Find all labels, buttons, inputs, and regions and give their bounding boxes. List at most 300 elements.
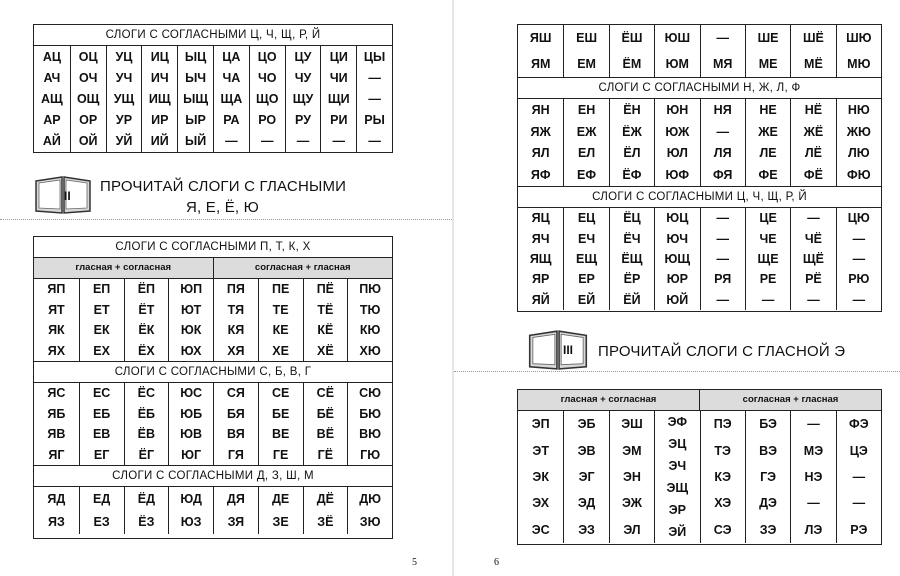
syllable-cell: ЯН — [531, 102, 550, 117]
syllable-cell: БЁ — [316, 406, 335, 421]
syllable-cell: ЁЩ — [621, 251, 643, 266]
syllable-column — [124, 383, 169, 465]
syllable-cell: ЯЗ — [47, 515, 65, 530]
syllable-column — [213, 279, 258, 361]
table-vowels-ya-e-yo-yu — [33, 236, 393, 539]
syllable-column — [249, 46, 285, 152]
syllable-column — [654, 99, 699, 186]
syllable-column — [168, 279, 213, 361]
syllable-cell: ЮС — [180, 386, 202, 401]
section-badge: II — [64, 189, 71, 203]
syllable-column — [303, 279, 348, 361]
syllable-cell: КЭ — [714, 469, 732, 484]
syllable-column — [745, 411, 790, 543]
syllable-cell: ЕШ — [576, 31, 598, 45]
syllable-cell: ЭН — [622, 469, 641, 484]
syllable-cell: ЧИ — [329, 70, 348, 85]
syllable-cell: ИЙ — [150, 134, 169, 149]
syllable-cell: ЫЙ — [184, 134, 207, 149]
syllable-column — [141, 46, 177, 152]
syllable-cell: ВЮ — [359, 427, 382, 442]
subheader-vowel-consonant: гласная + согласная — [560, 394, 657, 405]
syllable-column — [258, 487, 303, 534]
syllable-cell: ОР — [79, 113, 98, 128]
syllable-column — [347, 279, 392, 361]
syllable-cell: ЕК — [93, 323, 110, 338]
syllable-column — [836, 25, 881, 77]
block-header: СЛОГИ С СОГЛАСНЫМИ Н, Ж, Л, Ф — [518, 77, 881, 99]
syllable-cell: ШЮ — [846, 31, 872, 45]
subheader-consonant-vowel: согласная + гласная — [699, 390, 881, 410]
syllable-cell: ЯД — [47, 491, 66, 506]
syllable-cell: ЭЛ — [623, 522, 641, 537]
page-number: 5 — [412, 557, 417, 568]
syllable-cell: — — [368, 134, 381, 149]
syllable-cell: ЯЩ — [529, 251, 552, 266]
syllable-cell: ЛЁ — [804, 146, 822, 161]
syllable-cell: ЩА — [220, 91, 243, 106]
syllable-cell: УР — [115, 113, 133, 128]
syllable-cell: ЯТ — [48, 302, 65, 317]
syllable-cell: — — [807, 292, 820, 307]
syllable-cell: ЯВ — [47, 427, 66, 442]
syllable-cell: ИЦ — [150, 49, 169, 64]
syllable-cell: ЦИ — [329, 49, 348, 64]
syllable-column — [34, 46, 70, 152]
syllable-cell: ЕР — [578, 272, 595, 287]
syllable-cell: ЯГ — [48, 447, 65, 462]
syllable-cell: РУ — [295, 113, 311, 128]
syllable-column — [124, 279, 169, 361]
syllable-cell: ОЙ — [78, 134, 98, 149]
syllable-cell: ЁК — [138, 323, 155, 338]
subheader-consonant-vowel: согласная + гласная — [213, 258, 393, 278]
syllable-cell: ЦО — [257, 49, 277, 64]
syllable-cell: ЭК — [532, 469, 549, 484]
syllable-cell: ЁЖ — [622, 124, 642, 139]
syllable-column — [609, 411, 654, 543]
syllable-cell: ШЕ — [757, 31, 779, 45]
syllable-cell: СЮ — [359, 386, 382, 401]
syllable-cell: ЁШ — [621, 31, 643, 45]
syllable-cell: ХЯ — [227, 343, 245, 358]
syllable-cell: ЁХ — [138, 343, 155, 358]
syllable-cell: ЯЦ — [531, 211, 550, 226]
syllable-cell: СЁ — [316, 386, 335, 401]
syllable-cell: ЭЦ — [668, 437, 687, 451]
syllable-cell: ЕМ — [577, 57, 596, 71]
syllable-cell: ФЯ — [713, 168, 733, 183]
syllable-cell: ЯР — [532, 272, 550, 287]
syllable-cell: ЭБ — [577, 417, 596, 432]
section-title: ПРОЧИТАЙ СЛОГИ С ГЛАСНОЙ Э — [598, 343, 846, 360]
syllable-cell: НЯ — [713, 102, 732, 117]
syllable-cell: ЕЦ — [577, 211, 596, 226]
syllable-cell: ЮД — [180, 491, 202, 506]
syllable-cell: ВЯ — [227, 427, 245, 442]
syllable-cell: МЯ — [712, 57, 733, 71]
syllable-cell: ЯБ — [47, 406, 66, 421]
syllable-cell: — — [852, 496, 866, 511]
syllable-column — [168, 487, 213, 534]
block-header: СЛОГИ С СОГЛАСНЫМИ П, Т, К, Х — [34, 237, 392, 258]
syllable-cell: БЕ — [271, 406, 290, 421]
syllable-cell: ПЮ — [359, 282, 382, 297]
divider-dotted — [454, 371, 900, 372]
syllable-column — [79, 279, 124, 361]
syllable-cell: ЭМ — [622, 443, 642, 458]
syllable-cell: ЮЩ — [664, 251, 691, 266]
syllable-column — [790, 25, 835, 77]
syllable-cell: — — [807, 496, 820, 511]
syllable-cell: МЮ — [847, 57, 871, 71]
syllable-column — [258, 279, 303, 361]
syllable-column — [836, 411, 881, 543]
syllable-cell: — — [716, 231, 729, 246]
syllable-cell: НЭ — [804, 469, 823, 484]
syllable-cell: ЖЮ — [846, 124, 871, 139]
syllable-cell: ЮЙ — [666, 292, 689, 307]
syllable-cell: ЁС — [137, 386, 156, 401]
syllable-cell: ГЮ — [360, 447, 381, 462]
syllable-cell: ЮГ — [181, 447, 202, 462]
syllable-cell: МЕ — [758, 57, 778, 71]
syllable-cell: ЧА — [222, 70, 241, 85]
syllable-column — [745, 25, 790, 77]
syllable-cell: ЫЧ — [185, 70, 207, 85]
syllable-cell: — — [368, 70, 381, 85]
syllable-cell: АЦ — [42, 49, 61, 64]
syllable-column — [700, 411, 745, 543]
syllable-cell: ЕЧ — [578, 231, 596, 246]
syllable-cell: АЙ — [42, 134, 61, 149]
syllable-cell: — — [807, 211, 820, 226]
syllable-column — [745, 208, 790, 310]
table-subheader — [518, 390, 881, 411]
syllable-cell: ЦА — [222, 49, 241, 64]
syllable-cell: — — [260, 134, 274, 149]
syllable-cell: ХЮ — [359, 343, 381, 358]
syllable-cell: КЯ — [227, 323, 245, 338]
syllable-column — [654, 25, 699, 77]
syllable-cell: ЕВ — [92, 427, 111, 442]
syllable-cell: ЯП — [47, 282, 66, 297]
syllable-cell: ЮК — [180, 323, 202, 338]
syllable-cell: — — [716, 211, 729, 226]
book-icon — [527, 327, 589, 376]
syllable-cell: ЕЗ — [93, 515, 110, 530]
syllable-cell: ЮП — [180, 282, 203, 297]
syllable-cell: ЁП — [137, 282, 156, 297]
syllable-cell: ЭР — [668, 503, 686, 517]
syllable-column — [356, 46, 392, 152]
syllable-cell: ВЁ — [316, 427, 335, 442]
syllable-cell: УЧ — [115, 70, 133, 85]
block-header: СЛОГИ С СОГЛАСНЫМИ Ц, Ч, Щ, Р, Й — [518, 186, 881, 208]
syllable-cell: ОЦ — [78, 49, 98, 64]
syllable-cell: ЁБ — [137, 406, 156, 421]
syllable-cell: УЙ — [115, 134, 133, 149]
syllable-cell: — — [852, 469, 866, 484]
syllable-cell: СЭ — [713, 522, 732, 537]
syllable-column — [563, 411, 608, 543]
syllable-cell: РЫ — [364, 113, 385, 128]
syllable-cell: НЁ — [804, 102, 823, 117]
syllable-cell: УЩ — [113, 91, 135, 106]
syllable-column — [285, 46, 321, 152]
syllable-column — [320, 46, 356, 152]
syllable-cell: ЖЁ — [803, 124, 824, 139]
syllable-column — [106, 46, 142, 152]
syllable-column — [518, 99, 563, 186]
syllable-cell: ЗЕ — [272, 515, 289, 530]
syllable-cell: — — [807, 417, 820, 432]
syllable-column — [563, 99, 608, 186]
syllable-cell: ХЭ — [714, 496, 732, 511]
syllable-cell: ВЭ — [759, 443, 778, 458]
syllable-cell: ГЁ — [317, 447, 334, 462]
syllable-cell: АЧ — [43, 70, 61, 85]
syllable-column — [609, 99, 654, 186]
syllable-cell: ЯЧ — [531, 231, 550, 246]
table-subheader — [34, 258, 392, 279]
section-title-vowels: Я, Е, Ё, Ю — [186, 199, 260, 216]
syllable-cell: ЕХ — [93, 343, 110, 358]
syllable-cell: ЦЭ — [849, 443, 868, 458]
syllable-column — [303, 383, 348, 465]
block-header: СЛОГИ С СОГЛАСНЫМИ С, Б, В, Г — [34, 361, 392, 383]
syllable-cell: ЕГ — [93, 447, 110, 462]
syllable-cell: ЁЛ — [623, 146, 641, 161]
syllable-cell: ГЕ — [272, 447, 289, 462]
syllable-column — [70, 46, 106, 152]
syllable-column — [700, 208, 745, 310]
syllable-cell: ЮХ — [180, 343, 202, 358]
syllable-cell: — — [296, 134, 310, 149]
syllable-cell: ЮЧ — [666, 231, 689, 246]
syllable-cell: ГЯ — [227, 447, 244, 462]
syllable-cell: ЁТ — [138, 302, 155, 317]
syllable-column — [745, 99, 790, 186]
syllable-cell: ЮВ — [180, 427, 203, 442]
syllable-cell: ФЕ — [758, 168, 778, 183]
syllable-cell: ЩУ — [292, 91, 314, 106]
syllable-cell: ТЁ — [317, 302, 334, 317]
syllable-cell: ЕЙ — [577, 292, 596, 307]
syllable-cell: ЁР — [623, 272, 641, 287]
syllable-column — [347, 383, 392, 465]
syllable-cell: ЕН — [577, 102, 596, 117]
syllable-cell: ДЕ — [272, 491, 290, 506]
syllable-cell: ЮШ — [664, 31, 691, 45]
syllable-column — [258, 383, 303, 465]
syllable-cell: АР — [43, 113, 61, 128]
syllable-cell: ПЕ — [271, 282, 290, 297]
syllable-cell: ЁН — [623, 102, 641, 117]
syllable-cell: ЯЙ — [531, 292, 550, 307]
syllable-cell: — — [716, 251, 729, 266]
syllable-cell: БЯ — [227, 406, 245, 421]
page-gutter — [452, 0, 454, 576]
syllable-cell: ИЩ — [148, 91, 171, 106]
syllable-cell: — — [761, 292, 775, 307]
syllable-cell: ЗЭ — [759, 522, 777, 537]
table-vowels-continued — [517, 24, 882, 312]
syllable-cell: СЕ — [271, 386, 290, 401]
syllable-cell: ФЁ — [803, 168, 823, 183]
syllable-column — [168, 383, 213, 465]
syllable-column — [213, 487, 258, 534]
syllable-cell: ЫЦ — [184, 49, 207, 64]
syllable-cell: ЩЁ — [802, 251, 824, 266]
syllable-cell: РИ — [330, 113, 348, 128]
syllable-cell: ЭТ — [532, 443, 549, 458]
syllable-column — [790, 411, 835, 543]
syllable-cell: — — [852, 251, 866, 266]
syllable-cell: — — [852, 231, 866, 246]
syllable-cell: ЁЙ — [623, 292, 641, 307]
syllable-column — [700, 25, 745, 77]
syllable-cell: ПЭ — [713, 417, 732, 432]
syllable-cell: ЁЦ — [623, 211, 641, 226]
syllable-cell: ЁД — [137, 491, 156, 506]
syllable-cell: — — [332, 134, 346, 149]
subheader-vowel-consonant: гласная + согласная — [75, 262, 172, 273]
syllable-cell: ГЭ — [760, 469, 777, 484]
syllable-cell: ЭС — [531, 522, 550, 537]
page-number: 6 — [494, 557, 499, 568]
syllable-cell: ЦЫ — [363, 49, 386, 64]
syllable-column — [347, 487, 392, 534]
syllable-column — [790, 208, 835, 310]
syllable-column — [213, 46, 249, 152]
syllable-cell: КЮ — [359, 323, 381, 338]
syllable-column — [654, 411, 699, 543]
syllable-column — [124, 487, 169, 534]
syllable-cell: ЯХ — [47, 343, 66, 358]
table-consonants-ts-ch-shch-r-y — [33, 24, 393, 153]
syllable-cell: ОЩ — [76, 91, 100, 106]
syllable-cell: ЯЛ — [531, 146, 550, 161]
syllable-cell: ЯК — [48, 323, 65, 338]
section-title: ПРОЧИТАЙ СЛОГИ С ГЛАСНЫМИ — [100, 178, 347, 195]
syllable-cell: ЭЙ — [668, 525, 687, 539]
syllable-cell: ФЭ — [849, 417, 869, 432]
syllable-cell: ЫР — [185, 113, 206, 128]
syllable-cell: ЭФ — [667, 415, 688, 429]
syllable-cell: ЭЩ — [666, 481, 689, 495]
syllable-cell: ЖЕ — [758, 124, 778, 139]
syllable-cell: ЁГ — [138, 447, 155, 462]
syllable-column — [654, 208, 699, 310]
syllable-cell: ЕЩ — [576, 251, 598, 266]
syllable-cell: ЕБ — [92, 406, 111, 421]
syllable-cell: ЗЁ — [317, 515, 334, 530]
syllable-cell: ЭГ — [578, 469, 595, 484]
syllable-cell: ЩИ — [327, 91, 350, 106]
syllable-cell: КЁ — [317, 323, 334, 338]
syllable-cell: ЮМ — [665, 57, 689, 71]
syllable-column — [836, 99, 881, 186]
syllable-cell: ЦЮ — [847, 211, 870, 226]
syllable-cell: ПЯ — [226, 282, 245, 297]
syllable-cell: ЕФ — [577, 168, 597, 183]
syllable-cell: ШЁ — [802, 31, 824, 45]
syllable-cell: ЁФ — [622, 168, 642, 183]
syllable-cell: ЕЖ — [576, 124, 597, 139]
syllable-cell: ЯШ — [529, 31, 552, 45]
syllable-column — [700, 99, 745, 186]
syllable-cell: ЛЮ — [847, 146, 870, 161]
syllable-cell: ДЮ — [359, 491, 382, 506]
syllable-cell: ЮЗ — [180, 515, 202, 530]
syllable-cell: БЮ — [359, 406, 382, 421]
syllable-cell: ЦУ — [294, 49, 312, 64]
syllable-cell: ЕС — [92, 386, 111, 401]
table-vowel-e — [517, 389, 882, 545]
syllable-cell: ЭЗ — [578, 522, 595, 537]
syllable-cell: МЭ — [803, 443, 824, 458]
syllable-cell: ЛЭ — [804, 522, 823, 537]
section-badge: III — [563, 343, 574, 357]
syllable-column — [563, 208, 608, 310]
syllable-column — [79, 487, 124, 534]
syllable-cell: ДЭ — [759, 496, 777, 511]
syllable-cell: ХЕ — [272, 343, 289, 358]
syllable-cell: ИЧ — [150, 70, 169, 85]
syllable-cell: КЕ — [272, 323, 289, 338]
syllable-cell: РА — [223, 113, 240, 128]
syllable-cell: ЭХ — [532, 496, 550, 511]
syllable-cell: БЭ — [759, 417, 777, 432]
syllable-cell: МЁ — [804, 57, 823, 71]
syllable-cell: РО — [258, 113, 277, 128]
syllable-column — [177, 46, 213, 152]
syllable-cell: ТЮ — [359, 302, 381, 317]
syllable-cell: — — [716, 31, 729, 45]
syllable-cell: ЛЯ — [713, 146, 732, 161]
syllable-cell: — — [716, 124, 729, 139]
syllable-cell: ЁЧ — [623, 231, 641, 246]
syllable-column — [518, 208, 563, 310]
divider-dotted — [0, 219, 452, 220]
syllable-column — [34, 383, 79, 465]
syllable-cell: ФЮ — [847, 168, 871, 183]
syllable-column — [790, 99, 835, 186]
syllable-cell: ИР — [151, 113, 169, 128]
syllable-cell: ЁМ — [622, 57, 642, 71]
syllable-cell: НЮ — [847, 102, 870, 117]
syllable-cell: ЗЯ — [227, 515, 245, 530]
syllable-cell: ЮР — [666, 272, 688, 287]
syllable-cell: УЦ — [115, 49, 133, 64]
syllable-cell: ЮТ — [181, 302, 202, 317]
syllable-cell: ЮФ — [665, 168, 690, 183]
syllable-cell: ЮБ — [180, 406, 203, 421]
table-header: СЛОГИ С СОГЛАСНЫМИ Ц, Ч, Щ, Р, Й — [34, 25, 392, 46]
syllable-column — [518, 411, 563, 543]
syllable-cell: ЛЕ — [759, 146, 777, 161]
syllable-cell: ЧО — [257, 70, 277, 85]
syllable-column — [303, 487, 348, 534]
syllable-cell: ЭШ — [621, 417, 643, 432]
syllable-cell: РЭ — [850, 522, 868, 537]
syllable-cell: ЧЕ — [759, 231, 777, 246]
syllable-cell: РЯ — [714, 272, 732, 287]
syllable-cell: ЭП — [531, 417, 550, 432]
syllable-cell: ЫЩ — [183, 91, 209, 106]
syllable-cell: ЯФ — [530, 168, 551, 183]
